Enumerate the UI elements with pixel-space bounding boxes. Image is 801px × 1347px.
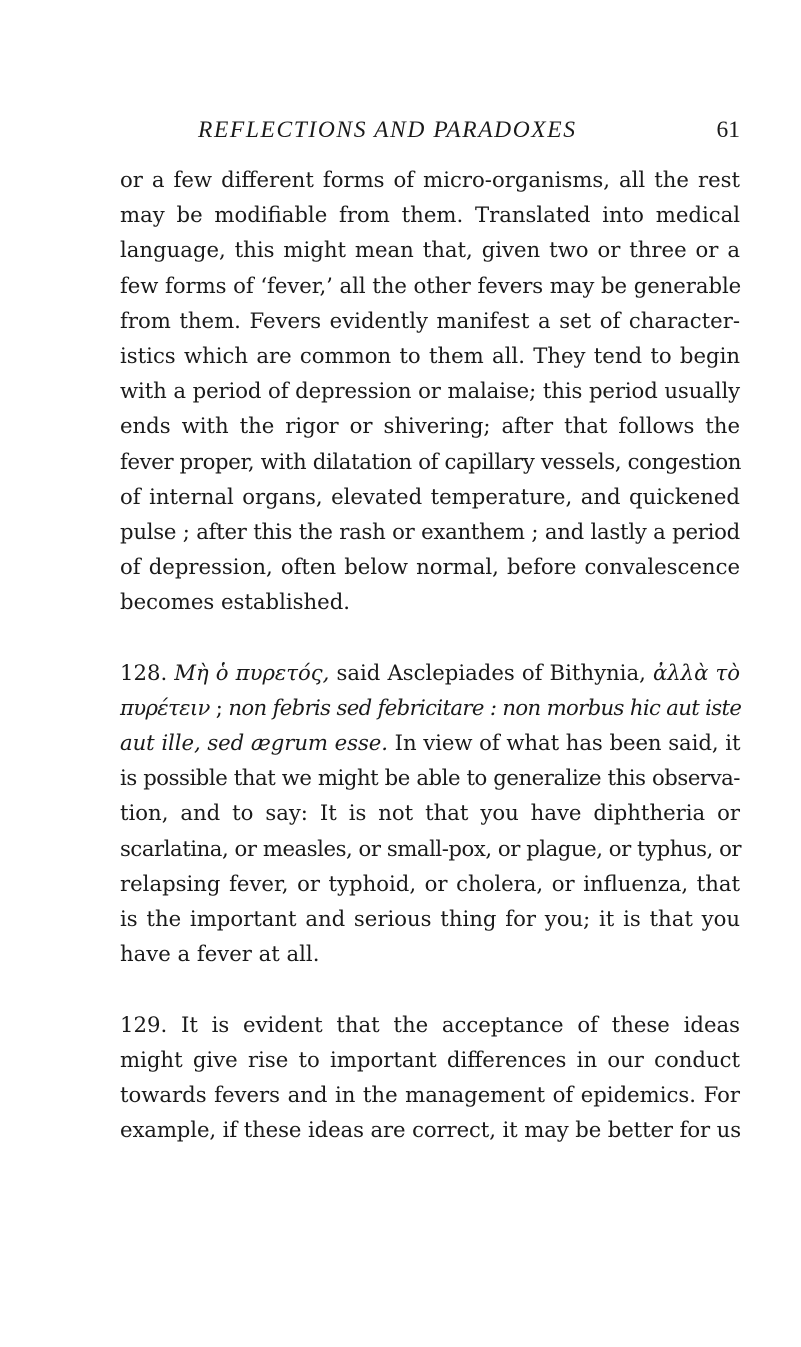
text-line: example, if these ideas are correct, it may be better for us: [120, 1117, 741, 1143]
page-number: 61: [716, 117, 740, 143]
text-line: from them. Fevers evidently manifest a set of character-: [120, 307, 740, 333]
text-run: In view of what has been said, it: [387, 730, 741, 755]
text-line: of depression, often below normal, before convalescence: [120, 554, 740, 580]
section-number: 128.: [120, 659, 175, 685]
text-line: ends with the rigor or shivering; after that follows the: [120, 413, 740, 439]
text-line: istics which are common to them all. They tend to begin: [120, 342, 740, 368]
text-line: or a few different forms of micro-organisms, all the rest: [120, 167, 740, 192]
text-line: language, this might mean that, given two or three or a: [120, 237, 740, 263]
text-line: is the important and serious thing for you; it is that you: [120, 905, 740, 931]
text-line: [120, 690, 740, 725]
latin-quote: non febris sed febricitare : non morbus hic aut iste: [228, 694, 742, 720]
text-line: few forms of ‘fever,’ all the other fevers may be generable: [120, 272, 742, 298]
paragraph-continued: [120, 162, 740, 619]
text-line: tion, and to say: It is not that you have diphtheria or: [120, 800, 740, 826]
paragraph-128: [120, 655, 740, 972]
text-line: [120, 655, 740, 690]
body-text: [120, 162, 740, 1147]
text-line: towards fevers and in the management of epidemics. For: [120, 1081, 740, 1107]
running-head: [120, 110, 740, 150]
paragraph-gap: [120, 971, 740, 1006]
greek-quote: πυρέτειν: [120, 694, 210, 720]
text-line: scarlatina, or measles, or small-pox, or plague, or typhus, or: [120, 835, 742, 861]
greek-quote: ἀλλὰ τὸ: [652, 659, 740, 685]
text-line: pulse ; after this the rash or exanthem ; and lastly a period: [120, 518, 740, 544]
text-line: might give rise to important differences in our conduct: [120, 1046, 740, 1072]
text-line: may be modifiable from them. Translated into medical: [120, 202, 740, 228]
text-line: of internal organs, elevated temperature, and quickened: [120, 483, 740, 509]
text-line: becomes established.: [120, 589, 350, 615]
text-line: [120, 725, 740, 760]
text-line: have a fever at all.: [120, 941, 320, 967]
text-line: fever proper, with dilatation of capillary vessels, congestion: [120, 448, 742, 474]
text-line: with a period of depression or malaise; this period usually: [120, 378, 740, 404]
paragraph-129: [120, 1007, 740, 1148]
text-run: said Asclepiades of Bithynia,: [329, 659, 653, 685]
latin-quote: aut ille, sed ægrum esse.: [120, 730, 388, 755]
running-title: REFLECTIONS AND PARADOXES: [198, 117, 577, 143]
paragraph-gap: [120, 619, 740, 654]
text-line: relapsing fever, or typhoid, or cholera, or influenza, that: [120, 870, 740, 896]
greek-quote: Mὴ ὁ πυρετός,: [174, 659, 330, 685]
text-line: 129. It is evident that the acceptance of these ideas: [120, 1011, 740, 1037]
text-line: is possible that we might be able to generalize this observa-: [120, 765, 740, 791]
text-run: ;: [209, 694, 229, 720]
